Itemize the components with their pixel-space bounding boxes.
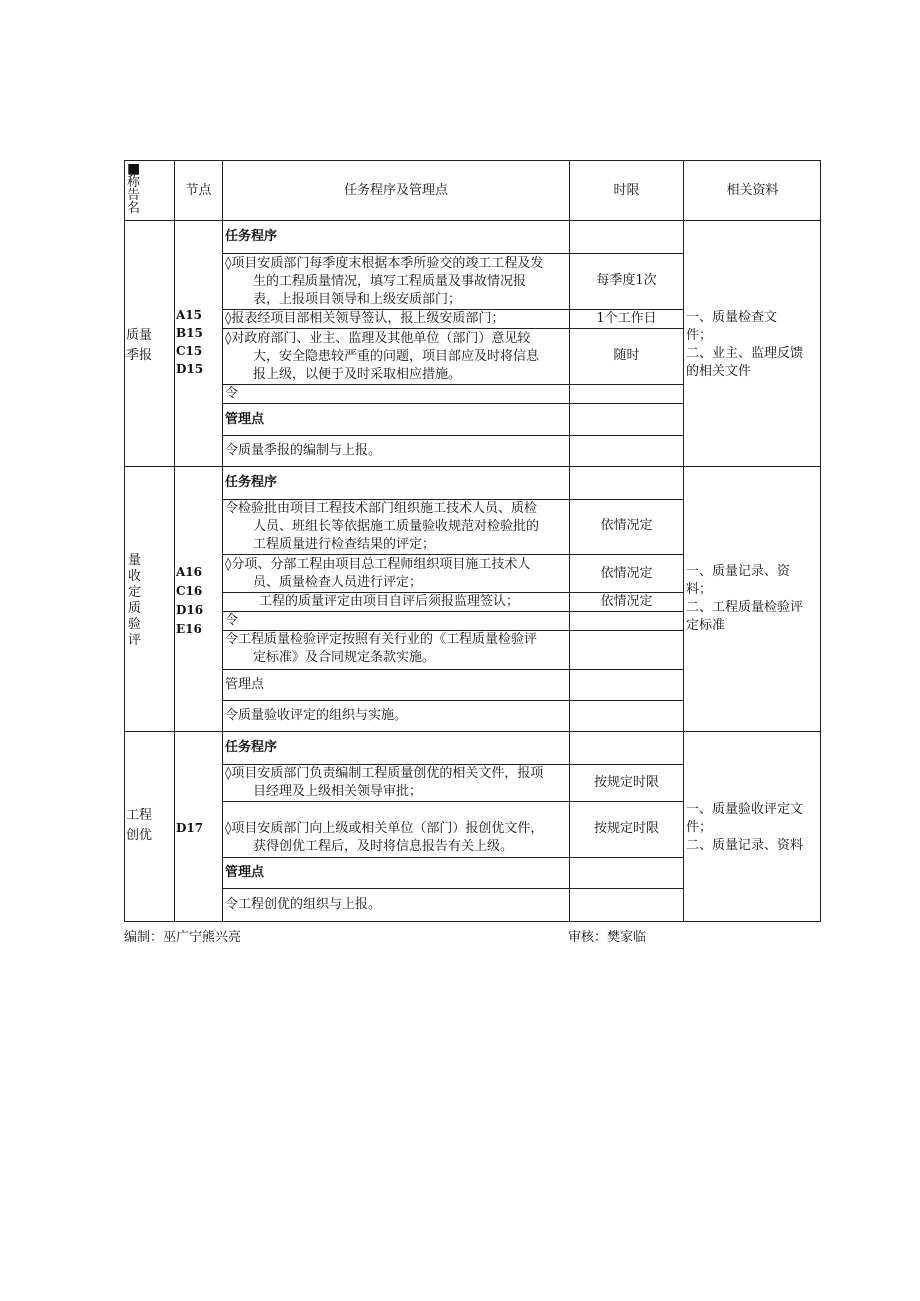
footer-editor: 编制：巫广宁熊兴亮 [124, 930, 242, 945]
row-divider [222, 888, 683, 889]
row-divider [222, 857, 683, 858]
task-step [225, 765, 568, 801]
step-time: 依情况定 [600, 566, 653, 581]
mgmt-title: 管理点 [225, 412, 265, 427]
step-line: 令 [225, 386, 239, 401]
section-name-line: 质量 [126, 328, 153, 343]
node-code: D17 [176, 821, 204, 835]
ref-line: 定标准 [686, 618, 726, 633]
step-line: 生的工程质量情况，填写工程质量及事故情况报 [253, 274, 527, 289]
row-divider [124, 220, 821, 221]
step-line: ◊项目安质部门向上级或相关单位（部门）报创优文件， [225, 821, 544, 836]
mgmt-point: 令质量季报的编制与上报。 [225, 443, 382, 458]
step-line: 令工程质量检验评定按照有关行业的《工程质量检验评 [225, 632, 538, 647]
col-divider [174, 160, 175, 922]
step-line: 人员、班组长等依据施工质量验收规范对检验批的 [253, 519, 540, 534]
section-name-line: 创优 [126, 828, 153, 843]
node-code: D15 [176, 362, 204, 376]
task-step [225, 593, 568, 611]
header-square: ■ [127, 161, 141, 177]
node-code: A16 [176, 565, 203, 579]
node-code: C16 [176, 584, 203, 598]
node-list [176, 563, 203, 639]
node-list [176, 819, 203, 837]
node-code: D16 [176, 603, 204, 617]
row-divider [124, 466, 821, 467]
section-name [128, 553, 141, 649]
node-code: A15 [176, 308, 203, 322]
node-code: C15 [176, 344, 203, 358]
step-line: ◊报表经项目部相关领导签认，报上级安质部门； [225, 311, 505, 326]
step-line: 定标准》及合同规定条款实施。 [253, 650, 436, 665]
step-time: 按规定时限 [593, 821, 659, 836]
row-divider [222, 328, 683, 329]
ref-line: 件； [686, 328, 713, 343]
section-name-line: 季报 [126, 348, 153, 363]
step-line: ◊分项、分部工程由项目总工程师组织项目施工技术人 [225, 557, 531, 572]
node-code: E16 [176, 622, 202, 636]
step-line: 员、质量检查人员进行评定； [253, 575, 423, 590]
step-line: ◊项目安质部门每季度末根据本季所验交的竣工工程及发 [225, 256, 544, 271]
ref-line: 二、质量记录、资料 [686, 838, 804, 853]
step-line: ◊对政府部门、业主、监理及其他单位（部门）意见较 [225, 331, 531, 346]
node-code: B15 [176, 326, 203, 340]
mgmt-title: 管理点 [225, 865, 265, 880]
step-line: 目经理及上级相关领导审批； [253, 784, 423, 799]
section-name-line: 工程 [126, 808, 153, 823]
step-line: 令检验批由项目工程技术部门组织施工技术人员、质检 [225, 501, 538, 516]
header-name-char: 名 [127, 201, 141, 216]
step-line: 大，安全隐患较严重的问题，项目部应及时将信息 [253, 349, 540, 364]
row-divider [222, 403, 683, 404]
task-step [225, 330, 568, 384]
row-divider [222, 700, 683, 701]
ref-line: 二、业主、监理反馈 [686, 346, 804, 361]
ref-line: 一、质量验收评定文 [686, 802, 804, 817]
node-list [176, 306, 203, 378]
task-title: 任务程序 [225, 475, 278, 490]
step-line: 获得创优工程后，及时将信息报告有关上级。 [253, 839, 514, 854]
section-name-line: 质 [128, 601, 142, 616]
task-title: 任务程序 [225, 229, 278, 244]
header-node: 节点 [185, 183, 212, 198]
ref-line: 的相关文件 [686, 364, 752, 379]
section-name [126, 806, 152, 846]
row-divider [222, 435, 683, 436]
step-line: 令 [225, 613, 239, 628]
task-step [225, 385, 568, 403]
row-divider [222, 801, 683, 802]
col-divider [683, 160, 684, 922]
row-divider [222, 669, 683, 670]
task-step [225, 255, 568, 309]
step-time: 1个工作日 [596, 311, 657, 326]
row-divider [222, 253, 683, 254]
header-time: 时限 [613, 183, 640, 198]
task-title: 任务程序 [225, 740, 278, 755]
row-divider [222, 554, 683, 555]
task-step [225, 631, 568, 667]
header-task: 任务程序及管理点 [343, 183, 448, 198]
task-step [225, 310, 568, 328]
mgmt-point: 令质量验收评定的组织与实施。 [225, 708, 408, 723]
step-line: 报上级，以便于及时采取相应措施。 [253, 367, 462, 382]
step-time: 依情况定 [600, 518, 653, 533]
step-time: 按规定时限 [593, 775, 659, 790]
section-name-line: 验 [128, 617, 142, 632]
section-name [126, 326, 152, 366]
step-line: ◊项目安质部门负责编制工程质量创优的相关文件，报项 [225, 766, 544, 781]
task-step [225, 820, 568, 856]
mgmt-title: 管理点 [225, 677, 265, 692]
step-line: 表，上报项目领导和上级安质部门； [253, 292, 462, 307]
section-name-line: 定 [128, 585, 142, 600]
related-refs [686, 801, 803, 855]
related-refs [686, 563, 803, 635]
header-name-char: 告 [127, 188, 141, 203]
step-time: 依情况定 [600, 594, 653, 609]
step-line: 工程质量进行检查结果的评定； [253, 537, 436, 552]
header-name-char: 称 [127, 175, 141, 190]
ref-line: 件； [686, 820, 713, 835]
ref-line: 一、质量检查文 [686, 310, 778, 325]
ref-line: 料； [686, 582, 713, 597]
task-step [225, 612, 568, 630]
related-refs [686, 309, 803, 381]
section-name-line: 量 [128, 553, 142, 568]
header-refs: 相关资料 [726, 183, 779, 198]
section-name-line: 收 [128, 569, 142, 584]
col-divider [222, 160, 223, 922]
row-divider [124, 731, 821, 732]
task-step [225, 556, 568, 592]
header-name-cell [127, 163, 172, 215]
ref-line: 一、质量记录、资 [686, 564, 791, 579]
footer-reviewer: 审核：樊家临 [568, 930, 647, 945]
step-time: 每季度1次 [596, 273, 657, 288]
step-time: 随时 [613, 348, 640, 363]
task-step [225, 500, 568, 554]
step-line: 工程的质量评定由项目自评后须报监理签认； [259, 594, 520, 609]
mgmt-point: 令工程创优的组织与上报。 [225, 897, 382, 912]
ref-line: 二、工程质量检验评 [686, 600, 804, 615]
section-name-line: 评 [128, 633, 142, 648]
